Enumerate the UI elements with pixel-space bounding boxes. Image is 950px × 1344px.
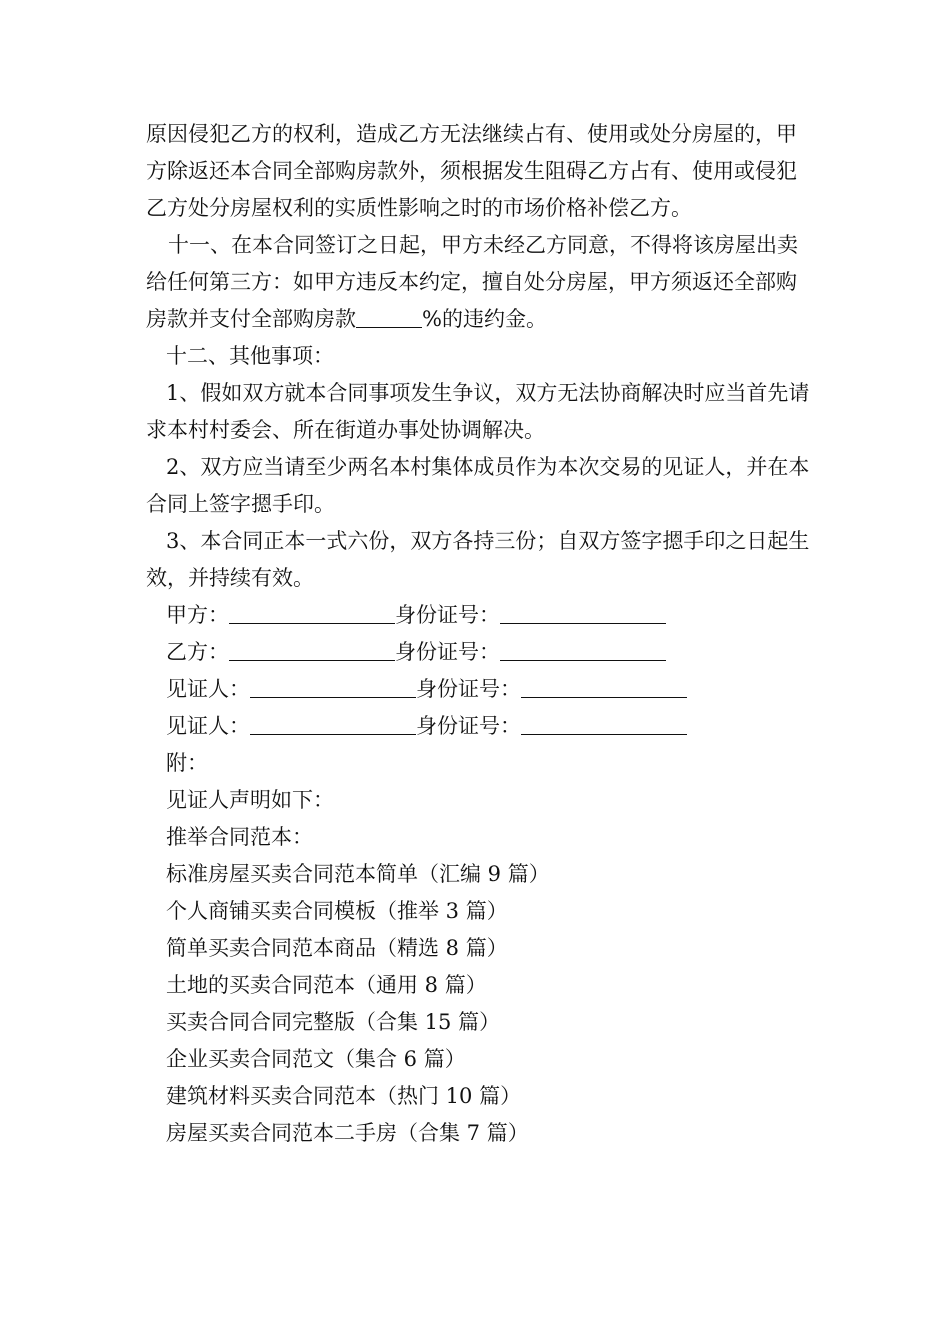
clause-11-text: 十一、在本合同签订之日起，甲方未经乙方同意，不得将该房屋出卖给任何第三方：如甲方违反本约定，擅自处分房屋，甲方须返还全部购房款并支付全部购房款 [146, 233, 798, 331]
id-number-blank[interactable] [500, 638, 666, 661]
id-number-label: 身份证号： [416, 677, 521, 701]
signature-blank[interactable] [229, 601, 395, 624]
id-number-label: 身份证号： [395, 640, 500, 664]
signature-label: 见证人： [166, 714, 250, 738]
signature-row-party-a [146, 597, 814, 634]
paragraph-clause-11 [146, 227, 814, 338]
signature-blank[interactable] [250, 712, 416, 735]
witness-statement-label: 见证人声明如下： [166, 788, 334, 812]
id-number-blank[interactable] [521, 712, 687, 735]
paragraph-item-2: 2、双方应当请至少两名本村集体成员作为本次交易的见证人，并在本合同上签字摁手印。 [146, 455, 810, 516]
clause-11-suffix: %的违约金。 [422, 307, 547, 331]
signature-label: 乙方： [166, 640, 229, 664]
signature-label: 见证人： [166, 677, 250, 701]
paragraph-compensation: 原因侵犯乙方的权利，造成乙方无法继续占有、使用或处分房屋的，甲方除返还本合同全部购房款外，须根据发生阻碍乙方占有、使用或侵犯乙方处分房屋权利的实质性影响之时的市场价格补偿乙方。 [146, 122, 797, 220]
recommend-link[interactable]: 买卖合同合同完整版（合集 15 篇） [166, 1010, 501, 1034]
paragraph-clause-12: 十二、其他事项： [166, 344, 334, 368]
id-number-blank[interactable] [500, 601, 666, 624]
penalty-percent-blank[interactable] [356, 305, 422, 328]
recommend-link[interactable]: 建筑材料买卖合同范本（热门 10 篇） [166, 1084, 522, 1108]
recommend-link[interactable]: 标准房屋买卖合同范本简单（汇编 9 篇） [166, 862, 550, 886]
id-number-label: 身份证号： [416, 714, 521, 738]
id-number-blank[interactable] [521, 675, 687, 698]
paragraph-item-1: 1、假如双方就本合同事项发生争议，双方无法协商解决时应当首先请求本村村委会、所在街道办事处协调解决。 [146, 381, 810, 442]
recommend-title: 推举合同范本： [166, 825, 313, 849]
recommend-link[interactable]: 土地的买卖合同范本（通用 8 篇） [166, 973, 487, 997]
signature-label: 甲方： [166, 603, 229, 627]
signature-blank[interactable] [250, 675, 416, 698]
signature-row-witness-2 [146, 708, 814, 745]
paragraph-item-3: 3、本合同正本一式六份，双方各持三份；自双方签字摁手印之日起生效，并持续有效。 [146, 529, 810, 590]
id-number-label: 身份证号： [395, 603, 500, 627]
recommend-link[interactable]: 简单买卖合同范本商品（精选 8 篇） [166, 936, 508, 960]
signature-row-witness-1 [146, 671, 814, 708]
document-body [146, 116, 814, 1152]
recommend-link[interactable]: 房屋买卖合同范本二手房（合集 7 篇） [166, 1121, 529, 1145]
recommend-link[interactable]: 个人商铺买卖合同模板（推举 3 篇） [166, 899, 508, 923]
appendix-label: 附： [166, 751, 208, 775]
recommend-link[interactable]: 企业买卖合同范文（集合 6 篇） [166, 1047, 466, 1071]
signature-blank[interactable] [229, 638, 395, 661]
signature-row-party-b [146, 634, 814, 671]
